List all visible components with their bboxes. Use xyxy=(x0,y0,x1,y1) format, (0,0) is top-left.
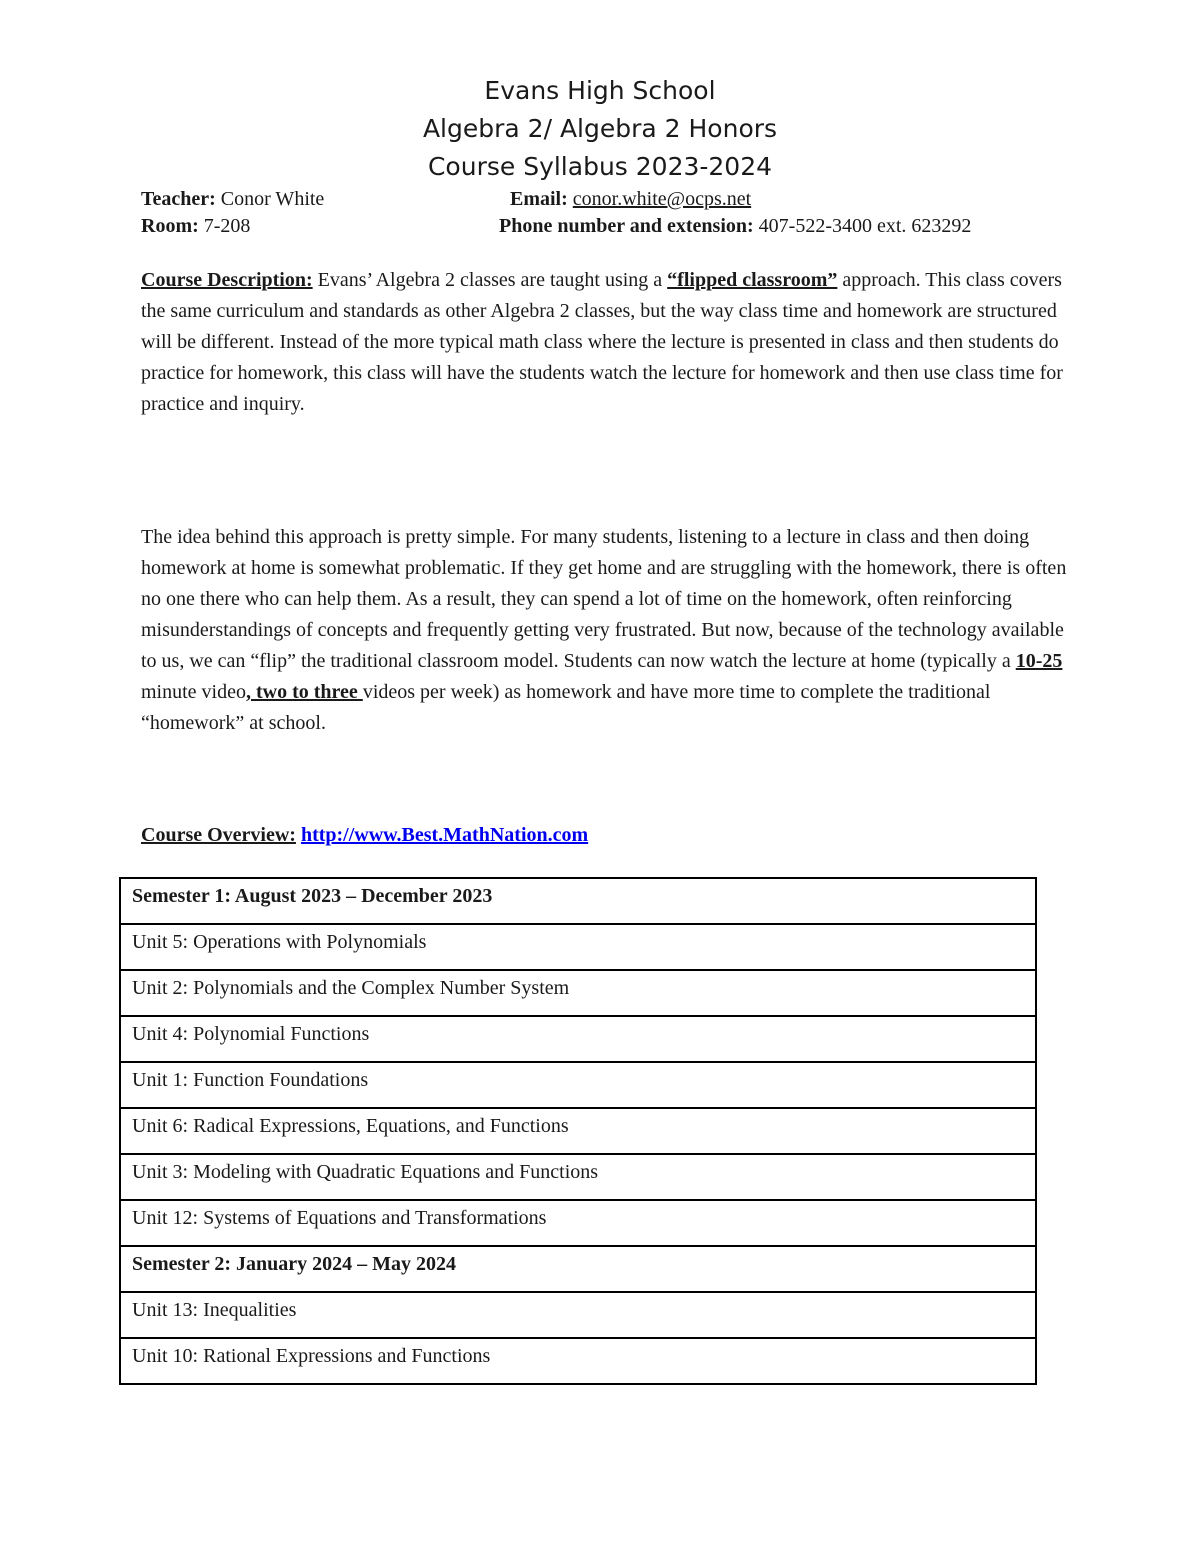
phone-number: 407-522-3400 ext. 623292 xyxy=(758,215,972,237)
room-number: 7-208 xyxy=(203,215,251,237)
email-link[interactable]: conor.white@ocps.net xyxy=(572,188,752,210)
description-text-cont: approach. This class covers the same curriculum and standards as other Algebra 2 classes, but the way class time and homework are structured will be different. Instead of the more typical math class where the lecture is presented in class and then students do practice for homework, this class will have the students watch the lecture for homework and then use class time for practice and inquiry. xyxy=(141,269,1063,415)
unit-cell: Unit 5: Operations with Polynomials xyxy=(120,924,1036,970)
videos-per-week: , two to three xyxy=(245,681,363,703)
course-description-label: Course Description: xyxy=(141,269,313,291)
approach-text-end: videos per week) as homework and have more time to complete the traditional “homework” at school. xyxy=(141,681,991,734)
syllabus-title: Course Syllabus 2023-2024 xyxy=(427,152,773,181)
unit-cell: Unit 3: Modeling with Quadratic Equations and Functions xyxy=(120,1154,1036,1200)
email-label: Email: xyxy=(510,188,568,210)
phone-label: Phone number and extension: xyxy=(499,215,754,237)
mathnation-link[interactable]: http://www.Best.MathNation.com xyxy=(300,824,589,846)
unit-cell: Unit 10: Rational Expressions and Functions xyxy=(120,1338,1036,1384)
table-row xyxy=(120,1062,1036,1108)
semester-1-header: Semester 1: August 2023 – December 2023 xyxy=(120,878,1036,924)
course-overview xyxy=(141,824,588,847)
table-row xyxy=(120,924,1036,970)
video-length: 10-25 xyxy=(1015,650,1063,672)
description-text: Evans’ Algebra 2 classes are taught using a xyxy=(312,269,668,291)
unit-cell: Unit 13: Inequalities xyxy=(120,1292,1036,1338)
course-overview-label: Course Overview: xyxy=(141,824,296,846)
table-row xyxy=(120,1108,1036,1154)
approach-text-mid: minute video xyxy=(141,681,246,703)
teacher-label: Teacher: xyxy=(141,188,216,210)
table-row xyxy=(120,1292,1036,1338)
teacher-name: Conor White xyxy=(220,188,325,210)
table-row xyxy=(120,1338,1036,1384)
table-row xyxy=(120,1246,1036,1292)
teacher-line xyxy=(141,188,324,211)
table-row xyxy=(120,1016,1036,1062)
unit-cell: Unit 2: Polynomials and the Complex Number System xyxy=(120,970,1036,1016)
units-table xyxy=(119,877,1037,1385)
unit-cell: Unit 6: Radical Expressions, Equations, and Functions xyxy=(120,1108,1036,1154)
semester-2-header: Semester 2: January 2024 – May 2024 xyxy=(120,1246,1036,1292)
school-name: Evans High School xyxy=(484,76,716,105)
table-row xyxy=(120,878,1036,924)
table-row xyxy=(120,1154,1036,1200)
room-line xyxy=(141,215,250,238)
flipped-classroom-term: “flipped classroom” xyxy=(667,269,838,291)
room-label: Room: xyxy=(141,215,199,237)
table-row xyxy=(120,970,1036,1016)
unit-cell: Unit 4: Polynomial Functions xyxy=(120,1016,1036,1062)
unit-cell: Unit 1: Function Foundations xyxy=(120,1062,1036,1108)
approach-paragraph xyxy=(141,522,1071,739)
email-line xyxy=(510,188,751,211)
unit-cell: Unit 12: Systems of Equations and Transformations xyxy=(120,1200,1036,1246)
table-row xyxy=(120,1200,1036,1246)
course-description-paragraph xyxy=(141,265,1071,420)
approach-text: The idea behind this approach is pretty simple. For many students, listening to a lecture in class and then doing homework at home is somewhat problematic. If they get home and are struggling with the homework, there is often no one there who can help them. As a result, they can spend a lot of time on the homework, often reinforcing misunderstandings of concepts and frequently getting very frustrated. But now, because of the technology available to us, we can “flip” the traditional classroom model. Students can now watch the lecture at home (typically a xyxy=(141,526,1067,672)
phone-line xyxy=(499,215,971,238)
course-name: Algebra 2/ Algebra 2 Honors xyxy=(422,114,778,143)
